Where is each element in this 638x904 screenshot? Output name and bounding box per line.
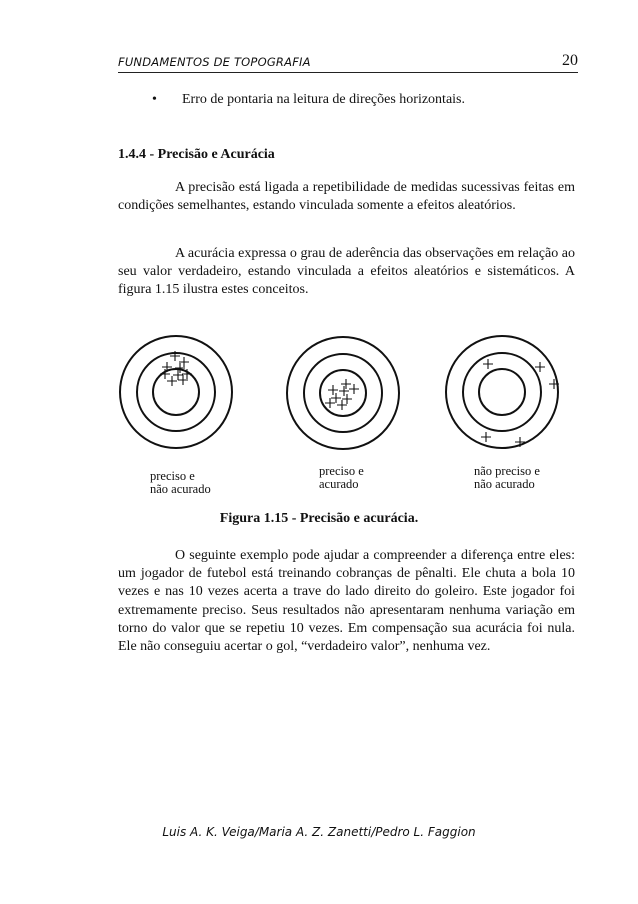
target-label-3-line1: não preciso e [474,464,540,478]
header-title: FUNDAMENTOS DE TOPOGRAFIA [118,55,311,69]
bullet-item [152,92,465,108]
target-label-3-line2: não acurado [474,477,535,491]
hit-mark-icon [535,362,545,372]
page-footer: Luis A. K. Veiga/Maria A. Z. Zanetti/Pedro L. Faggion [162,825,476,839]
target-3-ring-2 [463,353,541,431]
target-label-1 [150,470,211,496]
target-label-2-line2: acurado [319,477,359,491]
paragraph-precision: A precisão está ligada a repetibilidade de medidas sucessivas feitas em condições semelhantes, estando vinculada somente a efeitos aleatórios. [118,180,575,214]
hit-mark-icon [349,384,359,394]
hit-mark-icon [325,398,335,408]
target-label-2-line1: preciso e [319,464,364,478]
figure-caption: Figura 1.15 - Precisão e acurácia. [219,511,419,526]
bullet-text: Erro de pontaria na leitura de direções horizontais. [182,92,465,107]
target-3 [446,336,559,448]
target-label-1-line1: preciso e [150,469,195,483]
hit-mark-icon [483,359,493,369]
paragraph-accuracy: A acurácia expressa o grau de aderência das observações em relação ao seu valor verdadeiro, estando vinculada a efeitos aleatórios e sistemáticos. A figura 1.15 ilustra estes conceitos. [118,246,575,298]
running-header [118,52,578,73]
hit-mark-icon [481,432,491,442]
hit-mark-icon [173,370,183,380]
hit-mark-icon [341,379,351,389]
section-heading: 1.4.4 - Precisão e Acurácia [118,147,275,162]
target-label-3 [474,465,540,491]
bullet-icon: • [152,92,157,107]
hit-mark-icon [167,376,177,386]
target-1-ring-2 [137,353,215,431]
target-2 [287,337,399,449]
hit-mark-icon [337,400,347,410]
target-2-ring-2 [304,354,382,432]
paragraph-example: O seguinte exemplo pode ajudar a compreender a diferença entre eles: um jogador de futebol está treinando cobranças de pênalti. Ele chuta a bola 10 vezes e nas 10 vezes acerta a trave do lado direito do goleiro. Este jogador foi extremamente preciso. Seus resultados não apresentaram nenhuma variação em torno do valor que se repetiu 10 vezes. Em compensação sua acurácia foi nula. Ele não conseguiu acertar o gol, “verdadeiro valor”, nenhuma vez. [118,548,575,655]
target-3-ring-3 [479,369,525,415]
target-1-ring-3 [153,369,199,415]
target-1 [120,336,232,448]
page-number: 20 [562,52,578,69]
target-2-ring-3 [320,370,366,416]
target-label-2 [319,465,364,491]
target-label-1-line2: não acurado [150,482,211,496]
figure-targets [113,325,575,500]
